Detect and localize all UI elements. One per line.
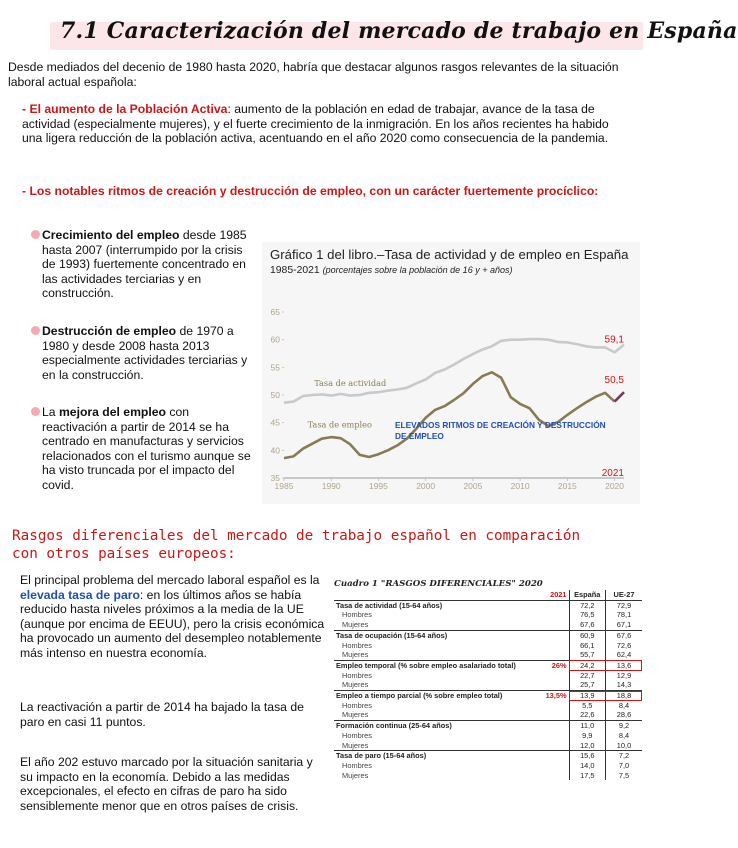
section2-title-line1: Rasgos diferenciales del mercado de trabajo español en comparación bbox=[12, 528, 581, 544]
table-cell-spain: 24,2 bbox=[569, 660, 605, 670]
bullet1-bold: Crecimiento del empleo bbox=[42, 228, 180, 242]
table-row-label: Mujeres bbox=[342, 740, 369, 750]
bullet-dot-3 bbox=[31, 407, 40, 416]
table-red-empty bbox=[529, 610, 570, 620]
table-cell-spain: 72,2 bbox=[569, 600, 605, 610]
table-cell-spain: 76,5 bbox=[569, 610, 605, 620]
table-row bbox=[334, 771, 642, 781]
bullet-destruccion bbox=[42, 324, 256, 382]
table-red-empty bbox=[529, 751, 570, 761]
bullet-crecimiento bbox=[42, 228, 254, 301]
table-cell-spain: 17,5 bbox=[569, 771, 605, 781]
x-tick-label: 2020 bbox=[605, 481, 625, 491]
table-row bbox=[334, 731, 642, 741]
bullet-mejora bbox=[42, 405, 252, 493]
chart-subtitle-years: 1985-2021 bbox=[270, 265, 320, 276]
table-row bbox=[334, 680, 642, 690]
table-red-empty bbox=[529, 671, 570, 681]
y-tick-label: 55 bbox=[270, 362, 280, 373]
table-cell-spain: 9,9 bbox=[569, 731, 605, 741]
table-cell-eu: 18,8 bbox=[606, 691, 643, 701]
reactivacion-paragraph: La reactivación a partir de 2014 ha bajado la tasa de paro en casi 11 puntos. bbox=[20, 700, 304, 729]
y-tick-label: 40 bbox=[270, 445, 280, 456]
table-row bbox=[334, 630, 642, 640]
table-cell-eu: 7,0 bbox=[606, 761, 643, 771]
chart-annotation-line1: ELEVADOS RITMOS DE CREACIÓN Y DESTRUCCIÓN bbox=[395, 420, 606, 430]
table-cell-eu: 7,2 bbox=[606, 751, 643, 761]
series-label-actividad: Tasa de actividad bbox=[314, 378, 387, 389]
table-row-label: Hombres bbox=[342, 760, 372, 770]
table-highlight-box bbox=[569, 691, 642, 701]
para1-pre: El principal problema del mercado laboral español es la bbox=[20, 573, 320, 587]
data-table bbox=[334, 590, 642, 780]
series-label-empleo: Tasa de empleo bbox=[307, 419, 372, 430]
table-red-empty bbox=[529, 630, 570, 640]
x-tick-label: 1985 bbox=[274, 481, 294, 491]
section2-title-line2: con otros países europeos: bbox=[12, 546, 236, 562]
table-row bbox=[334, 600, 642, 610]
table-cell-spain: 13,9 bbox=[569, 691, 605, 701]
table-highlight-box bbox=[569, 660, 642, 670]
table-row-label: Empleo temporal (% sobre empleo asalariado total) bbox=[334, 660, 529, 670]
table-cell-eu: 8,4 bbox=[606, 731, 643, 741]
table-header-spain: España bbox=[569, 590, 605, 600]
paro-paragraph bbox=[20, 573, 326, 661]
table-cell-eu: 8,4 bbox=[606, 701, 643, 711]
series-line-empleo-2021 bbox=[615, 392, 624, 401]
table-cell-eu: 28,6 bbox=[606, 710, 643, 720]
table-cell-spain: 60,9 bbox=[569, 630, 605, 640]
table-row bbox=[334, 671, 642, 681]
table-red-empty bbox=[529, 600, 570, 610]
table-cell-spain: 25,7 bbox=[569, 680, 605, 690]
table-red-empty bbox=[529, 620, 570, 630]
bullet-dot-2 bbox=[31, 326, 40, 335]
covid-paragraph: El año 202 estuvo marcado por la situación sanitaria y su impacto en la economía. Debido a las medidas excepcionales, el efecto en cifras de paro ha sido sensiblemente menor que en otros países de crisis. bbox=[20, 755, 313, 813]
table-cell-eu: 72,6 bbox=[606, 641, 643, 651]
table-row bbox=[334, 641, 642, 651]
bullet3-bold: mejora del empleo bbox=[58, 405, 166, 419]
para1-post: : en los últimos años se había reducido hasta niveles próximos a la media de la UE (aunque por encima de EEUU), pero la crisis económica ha provocado un aumento del desempleo notablemente más intenso en nuestra economía. bbox=[20, 587, 325, 660]
y-tick-label: 60 bbox=[270, 334, 280, 345]
chart-annotation-line2: DE EMPLEO bbox=[395, 431, 444, 441]
table-row-label: Tasa de ocupación (15-64 años) bbox=[334, 630, 529, 640]
y-tick-label: 65 bbox=[270, 307, 280, 317]
rasgos-table bbox=[334, 579, 644, 793]
table-cell-eu: 67,1 bbox=[606, 620, 643, 630]
table-row-label: Hombres bbox=[342, 730, 372, 740]
table-cell-spain: 12,0 bbox=[569, 741, 605, 751]
page-title: 7.1 Caracterización del mercado de trabajo en España bbox=[60, 18, 738, 44]
table-cell-eu: 14,3 bbox=[606, 680, 643, 690]
x-tick-label: 2010 bbox=[510, 481, 530, 491]
table-cell-spain: 55,7 bbox=[569, 650, 605, 660]
table-red-empty bbox=[529, 761, 570, 771]
table-row bbox=[334, 701, 642, 711]
table-row bbox=[334, 620, 642, 630]
table-cell-eu: 7,5 bbox=[606, 771, 643, 781]
point1-lead: - El aumento de la Población Activa bbox=[22, 102, 228, 116]
table-cell-spain: 15,6 bbox=[569, 751, 605, 761]
intro-paragraph: Desde mediados del decenio de 1980 hasta 2020, habría que destacar algunos rasgos relevantes de la situación laboral actual española: bbox=[8, 60, 619, 89]
table-row bbox=[334, 710, 642, 720]
y-tick-label: 50 bbox=[270, 390, 280, 400]
point1-text: : aumento de la población en edad de trabajar, avance de la tasa de actividad (especialmente mujeres), y el fuerte crecimiento de la inmigración. En los años recientes ha habido una ligera reducción de la población activa, acentuando en el año 2020 como consecuencia de la pandemia. bbox=[22, 102, 609, 146]
table-row-label: Hombres bbox=[342, 700, 372, 710]
table-cell-eu: 9,2 bbox=[606, 721, 643, 731]
table-header-year: 2021 bbox=[529, 590, 570, 600]
table-header-eu: UE-27 bbox=[606, 590, 643, 600]
table-cell-spain: 14,0 bbox=[569, 761, 605, 771]
table-row bbox=[334, 721, 642, 731]
table-cell-eu: 10,0 bbox=[606, 741, 643, 751]
table-row-label: Tasa de paro (15-64 años) bbox=[334, 751, 529, 761]
series-line-actividad bbox=[284, 339, 624, 403]
table-cell-spain: 5,5 bbox=[569, 701, 605, 711]
table-row bbox=[334, 751, 642, 761]
table-row-label: Mujeres bbox=[342, 650, 369, 660]
table-red-empty bbox=[529, 641, 570, 651]
table-row-label: Mujeres bbox=[342, 620, 369, 630]
table-row-label: Empleo a tiempo parcial (% sobre empleo total) bbox=[334, 691, 529, 701]
x-tick-label: 2000 bbox=[416, 481, 436, 491]
table-header-row bbox=[334, 590, 642, 600]
x-tick-label: 2015 bbox=[557, 481, 577, 491]
table-red-empty bbox=[529, 771, 570, 781]
chart-subtitle bbox=[270, 265, 512, 276]
table-row-label: Mujeres bbox=[342, 770, 369, 780]
table-cell-spain: 66,1 bbox=[569, 641, 605, 651]
point-ritmos-empleo: - Los notables ritmos de creación y destrucción de empleo, con un carácter fuertemente procíclico: bbox=[22, 184, 599, 198]
table-row-label: Tasa de actividad (15-64 años) bbox=[334, 600, 529, 610]
table-red-note: 26% bbox=[529, 660, 570, 670]
para1-highlight: elevada tasa de paro bbox=[20, 587, 140, 602]
point-poblacion-activa bbox=[22, 102, 630, 146]
table-cell-eu: 67,6 bbox=[606, 630, 643, 640]
table-cell-spain: 22,6 bbox=[569, 710, 605, 720]
table-row bbox=[334, 650, 642, 660]
table-row-label: Hombres bbox=[342, 640, 372, 650]
table-cell-eu: 78,1 bbox=[606, 610, 643, 620]
table-caption: Cuadro 1 "RASGOS DIFERENCIALES" 2020 bbox=[334, 579, 543, 589]
end-label-empleo: 50,5 bbox=[604, 375, 624, 387]
table-row-label: Mujeres bbox=[342, 680, 369, 690]
chart-subtitle-note: (porcentajes sobre la población de 16 y + años) bbox=[322, 265, 513, 275]
bullet3-pre: La bbox=[42, 405, 59, 419]
table-red-empty bbox=[529, 701, 570, 711]
x-tick-label: 2005 bbox=[463, 481, 483, 491]
table-cell-spain: 22,7 bbox=[569, 671, 605, 681]
x-tick-label: 1990 bbox=[321, 481, 341, 491]
table-row-label: Formación continua (25-64 años) bbox=[334, 721, 529, 731]
table-red-empty bbox=[529, 710, 570, 720]
x-tick-label: 1995 bbox=[368, 481, 388, 491]
table-cell-eu: 72,9 bbox=[606, 600, 643, 610]
bullet-dot-1 bbox=[31, 230, 40, 239]
bullet1-text: desde 1985 hasta 2007 (interrumpido por la crisis de 1993) fuertemente concentrado en las actividades terciarias y en construcción. bbox=[42, 228, 247, 301]
chart-title: Gráfico 1 del libro.–Tasa de actividad y de empleo en España bbox=[270, 247, 629, 262]
chart-plot bbox=[262, 300, 640, 500]
table-red-empty bbox=[529, 731, 570, 741]
table-red-empty bbox=[529, 721, 570, 731]
y-tick-label: 45 bbox=[270, 417, 280, 428]
table-cell-spain: 67,6 bbox=[569, 620, 605, 630]
bullet2-bold: Destrucción de empleo bbox=[42, 324, 177, 338]
table-red-note: 13,5% bbox=[529, 691, 570, 701]
end-label-year: 2021 bbox=[601, 468, 624, 479]
table-cell-eu: 62,4 bbox=[606, 650, 643, 660]
table-red-empty bbox=[529, 741, 570, 751]
table-row bbox=[334, 761, 642, 771]
table-header-blank bbox=[334, 590, 529, 600]
table-row-label: Hombres bbox=[342, 610, 372, 620]
table-row bbox=[334, 610, 642, 620]
bullet2-text: de 1970 a 1980 y desde 2008 hasta 2013 especialmente actividades terciarias y en la construcción. bbox=[42, 324, 248, 382]
table-row-label: Mujeres bbox=[342, 710, 369, 720]
table-cell-eu: 13,6 bbox=[606, 660, 643, 670]
table-row bbox=[334, 741, 642, 751]
table-red-empty bbox=[529, 680, 570, 690]
table-cell-spain: 11,0 bbox=[569, 721, 605, 731]
table-cell-eu: 12,9 bbox=[606, 671, 643, 681]
table-red-empty bbox=[529, 650, 570, 660]
end-label-actividad: 59,1 bbox=[604, 334, 624, 346]
y-tick-label: 35 bbox=[270, 473, 280, 483]
bullet3-text: con reactivación a partir de 2014 se ha centrado en manufacturas y servicios relacionados con el turismo aunque se ha visto truncada por el impacto del covid. bbox=[42, 405, 251, 492]
table-row-label: Hombres bbox=[342, 670, 372, 680]
